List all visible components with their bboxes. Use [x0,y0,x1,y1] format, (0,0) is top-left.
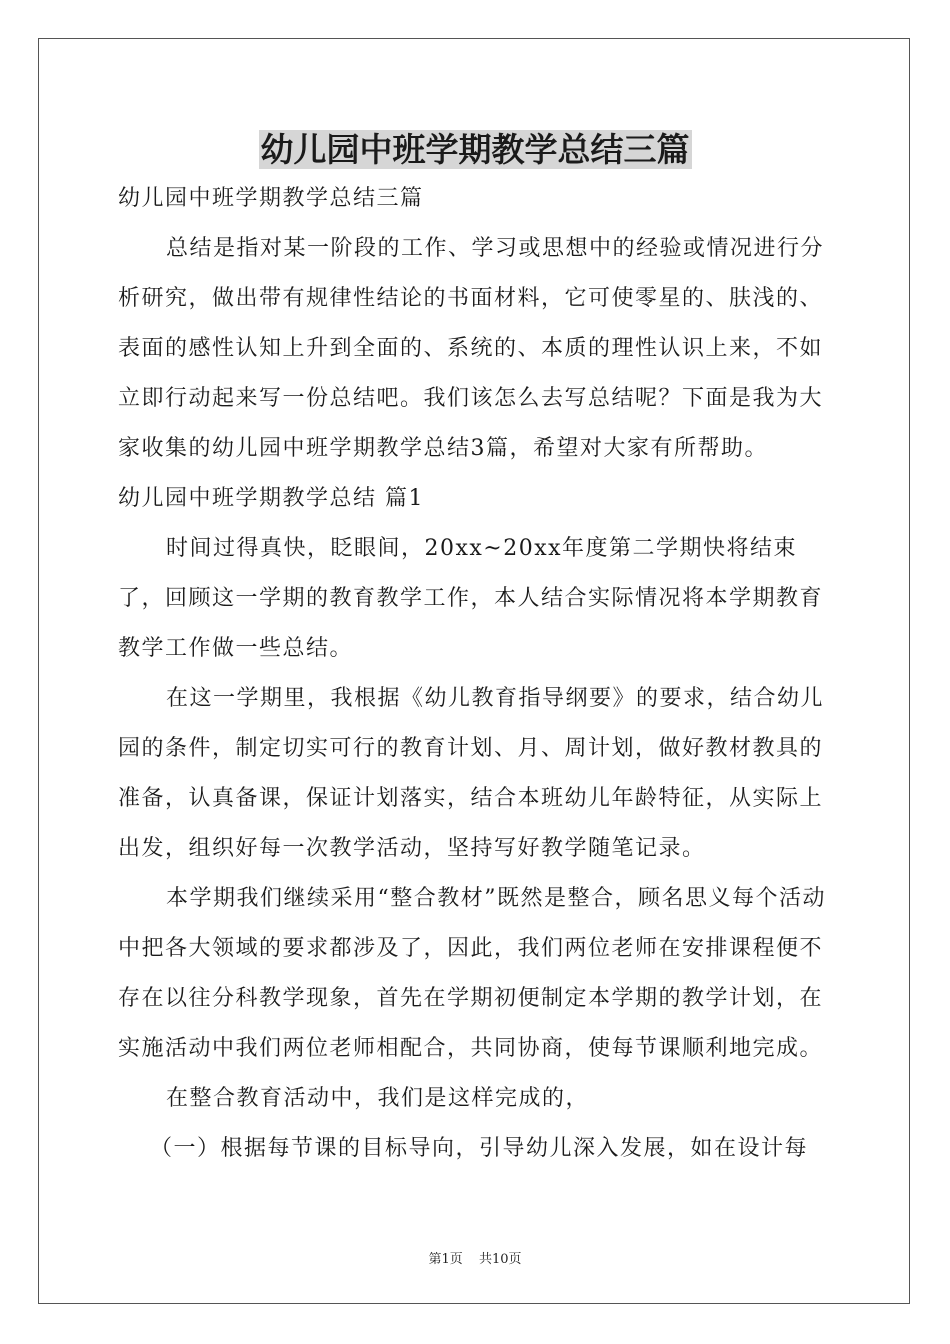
paragraph: 幼儿园中班学期教学总结三篇 [118,186,424,211]
paragraph: 本学期我们继续采用“整合教材”既然是整合，顾名思义每个活动中把各大领域的要求都涉及了，因此，我们两位老师在安排课程便不存在以往分科教学现象，首先在学期初便制定本学期的教学计划，在实施活动中我们两位老师相配合，共同协商，使每节课顺利地完成。 [118,886,826,1061]
document-title-text: 幼儿园中班学期教学总结三篇 [260,130,690,169]
document-title [0,128,950,172]
paragraph: 总结是指对某一阶段的工作、学习或思想中的经验或情况进行分析研究，做出带有规律性结论的书面材料，它可使零星的、肤浅的、表面的感性认知上升到全面的、系统的、本质的理性认识上来，不如立即行动起来写一份总结吧。我们该怎么去写总结呢？下面是我为大家收集的幼儿园中班学期教学总结3篇，希望对大家有所帮助。 [118,236,825,461]
page-number: 第1页 [428,1252,463,1267]
document-body [118,174,838,1174]
paragraph: 在整合教育活动中，我们是这样完成的， [166,1086,590,1111]
section-heading: 幼儿园中班学期教学总结 篇1 [118,486,424,511]
page-footer [0,1248,950,1267]
paragraph: 时间过得真快，眨眼间，20xx~20xx年度第二学期快将结束了，回顾这一学期的教育教学工作，本人结合实际情况将本学期教育教学工作做一些总结。 [118,536,824,661]
page-total: 共10页 [478,1252,522,1267]
paragraph: （一）根据每节课的目标导向，引导幼儿深入发展，如在设计每 [150,1136,809,1161]
paragraph: 在这一学期里，我根据《幼儿教育指导纲要》的要求，结合幼儿园的条件，制定切实可行的教育计划、月、周计划，做好教材教具的准备，认真备课，保证计划落实，结合本班幼儿年龄特征，从实际上出发，组织好每一次教学活动，坚持写好教学随笔记录。 [118,686,825,861]
